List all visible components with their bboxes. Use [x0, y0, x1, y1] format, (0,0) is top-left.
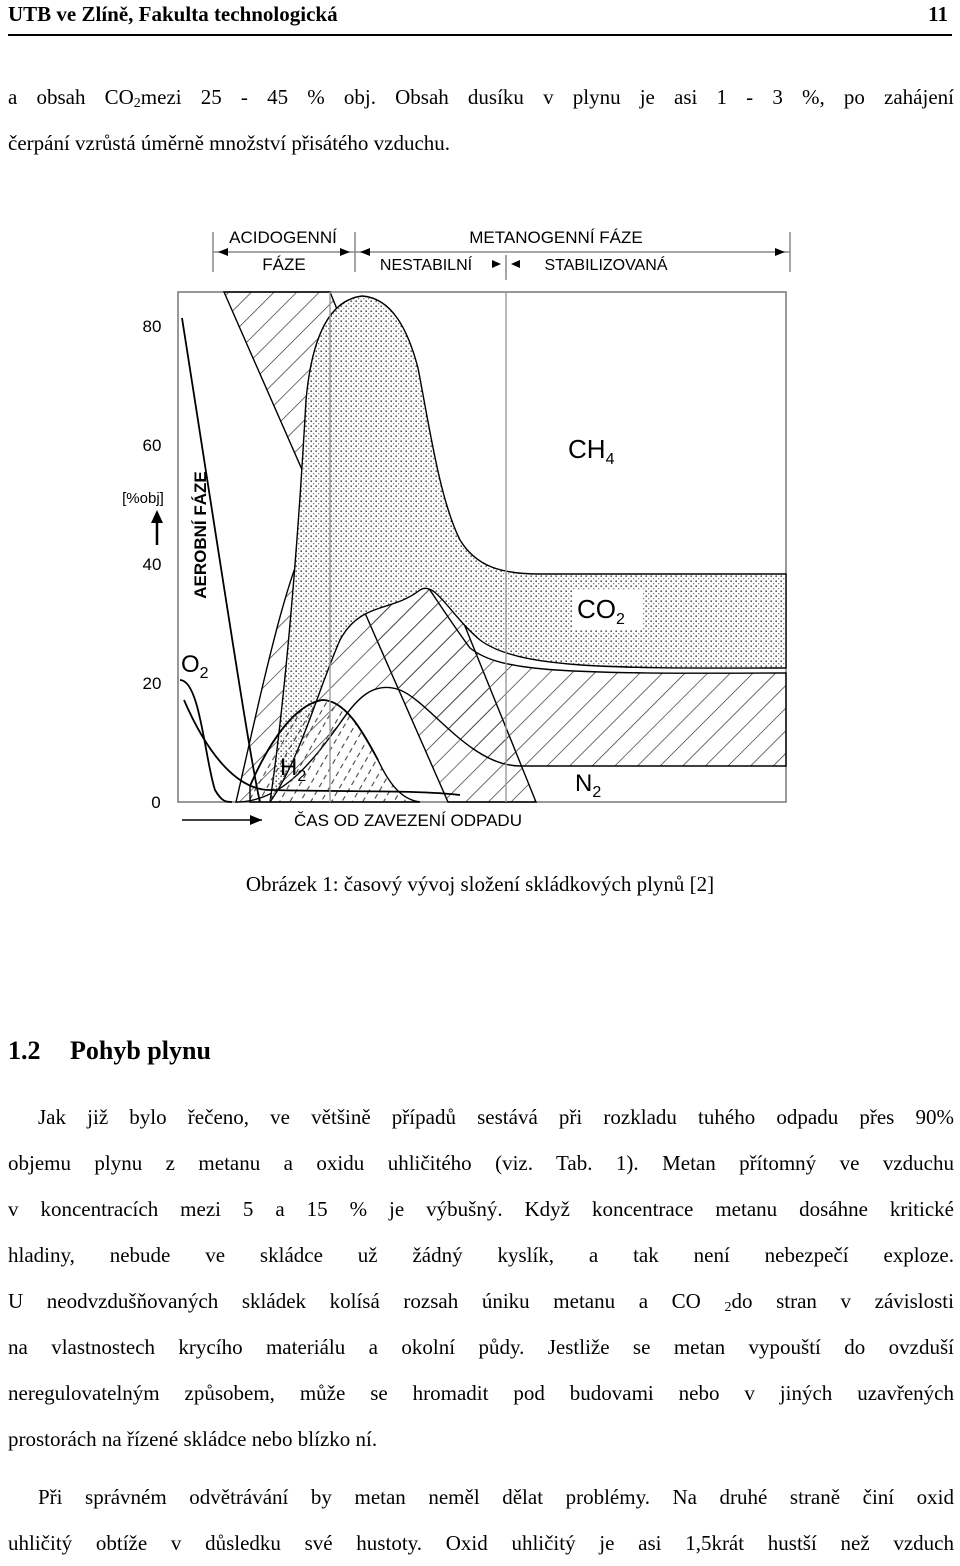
y-tick-0: 0: [151, 793, 161, 812]
phase-unstable-label: NESTABILNÍ: [379, 257, 473, 274]
para2-line-2: uhličitý obtíže v důsledku své hustoty. Oxid uhličitý je asi 1,5krát hustší než vzduch: [8, 1531, 954, 1555]
intro-line-1: a obsah $CO_2mezi$ 25 - 45 % obj. Obsah dusíku v plynu je asi 1 - 3 %, po zahájení: [8, 85, 954, 111]
n2-label: $N_2$: [575, 770, 602, 801]
co2-label: $CO_2$: [577, 594, 625, 628]
y-tick-40: 40: [142, 555, 162, 574]
y-tick-20: 20: [142, 674, 162, 693]
paragraph-1: [8, 1094, 954, 1462]
intro-text: [8, 74, 954, 166]
para1-line-6: na vlastnostech krycího materiálu a okolní půdy. Jestliže se metan vypouští do ovzduší: [8, 1335, 954, 1359]
section-title: Pohyb plynu: [70, 1036, 211, 1065]
para2-line-1: Při správném odvětrávání by metan neměl dělat problémy. Na druhé straně činí oxid: [38, 1485, 954, 1509]
landfill-gas-figure: [122, 215, 810, 840]
page-number: 11: [928, 2, 948, 26]
y-axis: [122, 317, 164, 812]
y-unit-label: [%obj]: [122, 490, 164, 507]
phase-header: [213, 226, 790, 280]
intro-line-2: čerpání vzrůstá úměrně množství přisátého vzduchu.: [8, 131, 451, 155]
phase-acidogenic-label-2: FÁZE: [262, 255, 306, 274]
section-heading: [8, 1036, 211, 1066]
o2-label: $O_2$: [181, 651, 209, 682]
phase-acidogenic-label: ACIDOGENNÍ: [229, 228, 337, 247]
x-axis-label: ČAS OD ZAVEZENÍ ODPADU: [294, 811, 522, 830]
figure-caption: Obrázek 1: časový vývoj složení skládkových plynů [2]: [245, 872, 715, 896]
header-title: UTB ve Zlíně, Fakulta technologická: [8, 2, 338, 26]
para1-line-8: prostorách na řízené skládce nebo blízko ní.: [8, 1427, 378, 1451]
y-tick-60: 60: [142, 436, 162, 455]
aerobic-phase-label: AEROBNÍ FÁZE: [191, 471, 210, 599]
para1-line-7: neregulovatelným způsobem, může se hromadit pod budovami nebo v jiných uzavřených: [8, 1381, 954, 1405]
phase-methanogenic-label: METANOGENNÍ FÁZE: [469, 228, 643, 247]
page-header: [8, 0, 952, 36]
section-number: 1.2: [8, 1036, 41, 1065]
paragraph-2: [8, 1474, 954, 1566]
para1-line-1: Jak již bylo řečeno, ve většině případů sestává při rozkladu tuhého odpadu přes 90%: [38, 1105, 954, 1129]
para1-line-5: U neodvzdušňovaných skládek kolísá rozsah úniku metanu a CO $_2$do stran v závislosti: [8, 1289, 954, 1315]
para1-line-3: v koncentracích mezi 5 a 15 % je výbušný. Když koncentrace metanu dosáhne kritické: [8, 1197, 954, 1221]
para1-line-4: hladiny, nebude ve skládce už žádný kyslík, a tak není nebezpečí exploze.: [8, 1243, 954, 1267]
y-tick-80: 80: [142, 317, 162, 336]
h2-label: $H_2$: [280, 754, 307, 785]
ch4-label: $CH_4$: [568, 434, 615, 468]
phase-stable-label: STABILIZOVANÁ: [544, 257, 668, 274]
para1-line-2: objemu plynu z metanu a oxidu uhličitého (viz. Tab. 1). Metan přítomný ve vzduchu: [8, 1151, 954, 1175]
